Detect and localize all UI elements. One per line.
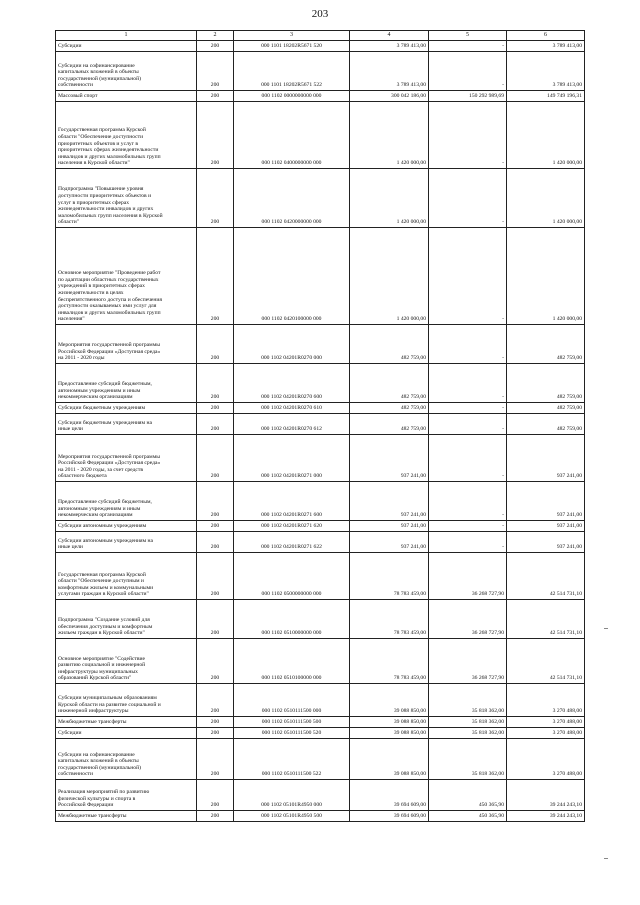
approved-amount-cell: 39 088 850,00: [350, 728, 429, 739]
executed-amount-cell: -: [429, 521, 507, 532]
budget-table: [55, 30, 585, 822]
budget-code-cell: 000 1102 0420000000 000: [234, 169, 350, 228]
expense-name-cell: Субсидии бюджетным учреждениям на иные цели: [56, 414, 197, 435]
approved-amount-cell: 937 241,00: [350, 482, 429, 521]
admin-code-cell: 200: [197, 780, 234, 811]
budget-code-cell: 000 1101 18202R5671 522: [234, 52, 350, 91]
budget-code-cell: 000 1102 0510111500 522: [234, 739, 350, 780]
remaining-amount-cell: 1 420 000,00: [507, 228, 585, 325]
executed-amount-cell: -: [429, 482, 507, 521]
table-row: [56, 639, 585, 684]
remaining-amount-cell: 937 241,00: [507, 482, 585, 521]
table-row: [56, 728, 585, 739]
executed-amount-cell: -: [429, 169, 507, 228]
approved-amount-cell: 78 783 459,00: [350, 553, 429, 600]
remaining-amount-cell: 39 244 243,10: [507, 780, 585, 811]
expense-name-cell: Массовый спорт: [56, 91, 197, 102]
budget-code-cell: 000 1102 0420100000 000: [234, 228, 350, 325]
table-row: [56, 811, 585, 822]
admin-code-cell: 200: [197, 482, 234, 521]
executed-amount-cell: 36 268 727,90: [429, 553, 507, 600]
remaining-amount-cell: 937 241,00: [507, 521, 585, 532]
remaining-amount-cell: 3 789 413,00: [507, 41, 585, 52]
column-header: 2: [197, 31, 234, 41]
admin-code-cell: 200: [197, 639, 234, 684]
table-row: [56, 435, 585, 482]
remaining-amount-cell: 149 749 196,31: [507, 91, 585, 102]
table-row: [56, 52, 585, 91]
executed-amount-cell: 36 268 727,90: [429, 600, 507, 639]
approved-amount-cell: 39 088 850,00: [350, 739, 429, 780]
approved-amount-cell: 39 694 609,00: [350, 780, 429, 811]
table-row: [56, 403, 585, 414]
expense-name-cell: Субсидии на софинансирование капитальных вложений в объекты государственной (муниципальной) собственности: [56, 52, 197, 91]
remaining-amount-cell: 42 514 731,10: [507, 553, 585, 600]
approved-amount-cell: 937 241,00: [350, 532, 429, 553]
remaining-amount-cell: 482 759,00: [507, 403, 585, 414]
remaining-amount-cell: 42 514 731,10: [507, 600, 585, 639]
table-row: [56, 600, 585, 639]
table-row: [56, 553, 585, 600]
expense-name-cell: Основное мероприятие "Проведение работ по адаптации областных государственных учреждений в приоритетных сферах жизнедеятельности в целях беспрепятственного доступа и обеспечения доступности оказываемых ими услуг для инвалидов и других маломобильных групп населения": [56, 228, 197, 325]
table-row: [56, 169, 585, 228]
budget-code-cell: 000 1102 04201R0271 620: [234, 521, 350, 532]
remaining-amount-cell: 937 241,00: [507, 532, 585, 553]
admin-code-cell: 200: [197, 228, 234, 325]
approved-amount-cell: 300 042 186,00: [350, 91, 429, 102]
executed-amount-cell: 450 365,90: [429, 780, 507, 811]
budget-code-cell: 000 1102 0000000000 000: [234, 91, 350, 102]
executed-amount-cell: -: [429, 102, 507, 169]
admin-code-cell: 200: [197, 521, 234, 532]
budget-code-cell: 000 1102 05101R4950 000: [234, 780, 350, 811]
column-header: 5: [429, 31, 507, 41]
scan-mark: [604, 628, 608, 629]
executed-amount-cell: 150 292 989,69: [429, 91, 507, 102]
budget-code-cell: 000 1102 0510000000 000: [234, 600, 350, 639]
remaining-amount-cell: 482 759,00: [507, 414, 585, 435]
budget-code-cell: 000 1102 04201R0270 000: [234, 325, 350, 364]
admin-code-cell: 200: [197, 52, 234, 91]
table-row: [56, 739, 585, 780]
expense-name-cell: Реализация мероприятий по развитию физической культуры и спорта в Российской Федерации: [56, 780, 197, 811]
executed-amount-cell: -: [429, 403, 507, 414]
remaining-amount-cell: 3 270 488,00: [507, 728, 585, 739]
executed-amount-cell: 35 818 362,00: [429, 717, 507, 728]
admin-code-cell: 200: [197, 811, 234, 822]
approved-amount-cell: 3 789 413,00: [350, 52, 429, 91]
executed-amount-cell: 36 268 727,90: [429, 639, 507, 684]
table-row: [56, 325, 585, 364]
approved-amount-cell: 1 420 000,00: [350, 228, 429, 325]
table-row: [56, 684, 585, 717]
executed-amount-cell: -: [429, 435, 507, 482]
admin-code-cell: 200: [197, 364, 234, 403]
approved-amount-cell: 3 789 413,00: [350, 41, 429, 52]
table-row: [56, 228, 585, 325]
approved-amount-cell: 39 088 850,00: [350, 717, 429, 728]
expense-name-cell: Государственная программа Курской области "Обеспечение доступности приоритетных объектов и услуг в приоритетных сферах жизнедеятельности инвалидов и других маломобильных групп населения в Курской области": [56, 102, 197, 169]
table-row: [56, 41, 585, 52]
expense-name-cell: Мероприятия государственной программы Российской Федерации «Доступная среда» на 2011 - 2020 годы, за счет средств областного бюджета: [56, 435, 197, 482]
budget-code-cell: 000 1102 0510111500 520: [234, 728, 350, 739]
expense-name-cell: Предоставление субсидий бюджетным, автономным учреждениям и иным некоммерческим организациям: [56, 364, 197, 403]
admin-code-cell: 200: [197, 169, 234, 228]
approved-amount-cell: 39 694 609,00: [350, 811, 429, 822]
table-row: [56, 780, 585, 811]
executed-amount-cell: -: [429, 41, 507, 52]
approved-amount-cell: 1 420 000,00: [350, 102, 429, 169]
budget-code-cell: 000 1102 04201R0271 622: [234, 532, 350, 553]
budget-code-cell: 000 1102 0510111500 500: [234, 717, 350, 728]
scan-mark: [604, 858, 608, 859]
expense-name-cell: Субсидии: [56, 41, 197, 52]
budget-code-cell: 000 1102 0510111500 000: [234, 684, 350, 717]
column-number-row: [56, 31, 585, 41]
approved-amount-cell: 39 088 850,00: [350, 684, 429, 717]
executed-amount-cell: -: [429, 414, 507, 435]
budget-code-cell: 000 1102 04201R0271 600: [234, 482, 350, 521]
table-row: [56, 91, 585, 102]
admin-code-cell: 200: [197, 532, 234, 553]
admin-code-cell: 200: [197, 41, 234, 52]
remaining-amount-cell: 3 270 488,00: [507, 684, 585, 717]
executed-amount-cell: 35 818 362,00: [429, 739, 507, 780]
expense-name-cell: Подпрограмма "Создание условий для обеспечения доступным и комфортным жильем граждан в Курской области": [56, 600, 197, 639]
executed-amount-cell: 450 365,90: [429, 811, 507, 822]
admin-code-cell: 200: [197, 717, 234, 728]
remaining-amount-cell: 1 420 000,00: [507, 169, 585, 228]
column-header: 3: [234, 31, 350, 41]
expense-name-cell: Субсидии муниципальным образованиям Курской области на развитие социальной и инженерной инфраструктуры: [56, 684, 197, 717]
executed-amount-cell: -: [429, 228, 507, 325]
approved-amount-cell: 78 783 459,00: [350, 600, 429, 639]
expense-name-cell: Мероприятия государственной программы Российской Федерации «Доступная среда» на 2011 - 2020 годы: [56, 325, 197, 364]
table-row: [56, 521, 585, 532]
admin-code-cell: 200: [197, 102, 234, 169]
budget-code-cell: 000 1102 04201R0270 600: [234, 364, 350, 403]
executed-amount-cell: -: [429, 52, 507, 91]
approved-amount-cell: 482 759,00: [350, 403, 429, 414]
remaining-amount-cell: 482 759,00: [507, 325, 585, 364]
admin-code-cell: 200: [197, 91, 234, 102]
remaining-amount-cell: 39 244 243,10: [507, 811, 585, 822]
approved-amount-cell: 1 420 000,00: [350, 169, 429, 228]
remaining-amount-cell: 3 789 413,00: [507, 52, 585, 91]
budget-code-cell: 000 1102 05101R4950 500: [234, 811, 350, 822]
remaining-amount-cell: 937 241,00: [507, 435, 585, 482]
budget-code-cell: 000 1102 04201R0271 000: [234, 435, 350, 482]
expense-name-cell: Предоставление субсидий бюджетным, автономным учреждениям и иным некоммерческим организациям: [56, 482, 197, 521]
admin-code-cell: 200: [197, 553, 234, 600]
expense-name-cell: Основное мероприятие "Содействие развитию социальной и инженерной инфраструктуры муниципальных образований Курской области": [56, 639, 197, 684]
expense-name-cell: Межбюджетные трансферты: [56, 811, 197, 822]
expense-name-cell: Субсидии автономным учреждениям: [56, 521, 197, 532]
expense-name-cell: Межбюджетные трансферты: [56, 717, 197, 728]
budget-code-cell: 000 1102 0510100000 000: [234, 639, 350, 684]
admin-code-cell: 200: [197, 414, 234, 435]
executed-amount-cell: -: [429, 325, 507, 364]
approved-amount-cell: 937 241,00: [350, 435, 429, 482]
admin-code-cell: 200: [197, 325, 234, 364]
approved-amount-cell: 482 759,00: [350, 325, 429, 364]
expense-name-cell: Субсидии: [56, 728, 197, 739]
page-number: 203: [311, 8, 329, 20]
admin-code-cell: 200: [197, 739, 234, 780]
table-row: [56, 364, 585, 403]
table-row: [56, 102, 585, 169]
expense-name-cell: Субсидии на софинансирование капитальных вложений в объекты государственной (муниципальной) собственности: [56, 739, 197, 780]
budget-code-cell: 000 1102 04201R0270 612: [234, 414, 350, 435]
budget-code-cell: 000 1102 0500000000 000: [234, 553, 350, 600]
admin-code-cell: 200: [197, 728, 234, 739]
admin-code-cell: 200: [197, 435, 234, 482]
column-header: 4: [350, 31, 429, 41]
remaining-amount-cell: 3 270 488,00: [507, 717, 585, 728]
executed-amount-cell: -: [429, 532, 507, 553]
approved-amount-cell: 482 759,00: [350, 414, 429, 435]
admin-code-cell: 200: [197, 403, 234, 414]
table-row: [56, 532, 585, 553]
executed-amount-cell: 35 818 362,00: [429, 728, 507, 739]
column-header: 6: [507, 31, 585, 41]
remaining-amount-cell: 42 514 731,10: [507, 639, 585, 684]
approved-amount-cell: 937 241,00: [350, 521, 429, 532]
approved-amount-cell: 78 783 459,00: [350, 639, 429, 684]
table-row: [56, 414, 585, 435]
expense-name-cell: Подпрограмма "Повышение уровня доступности приоритетных объектов и услуг в приоритетных сферах жизнедеятельности инвалидов и других маломобильных групп населения в Курской области": [56, 169, 197, 228]
column-header: 1: [56, 31, 197, 41]
remaining-amount-cell: 482 759,00: [507, 364, 585, 403]
table-row: [56, 717, 585, 728]
expense-name-cell: Субсидии бюджетным учреждениям: [56, 403, 197, 414]
executed-amount-cell: -: [429, 364, 507, 403]
executed-amount-cell: 35 818 362,00: [429, 684, 507, 717]
budget-code-cell: 000 1101 18202R5671 520: [234, 41, 350, 52]
table-row: [56, 482, 585, 521]
remaining-amount-cell: 1 420 000,00: [507, 102, 585, 169]
admin-code-cell: 200: [197, 684, 234, 717]
remaining-amount-cell: 3 270 488,00: [507, 739, 585, 780]
expense-name-cell: Субсидии автономным учреждениям на иные цели: [56, 532, 197, 553]
budget-code-cell: 000 1102 04201R0270 610: [234, 403, 350, 414]
approved-amount-cell: 482 759,00: [350, 364, 429, 403]
budget-code-cell: 000 1102 0400000000 000: [234, 102, 350, 169]
expense-name-cell: Государственная программа Курской области "Обеспечение доступным и комфортным жильем и коммунальными услугами граждан в Курской области": [56, 553, 197, 600]
admin-code-cell: 200: [197, 600, 234, 639]
